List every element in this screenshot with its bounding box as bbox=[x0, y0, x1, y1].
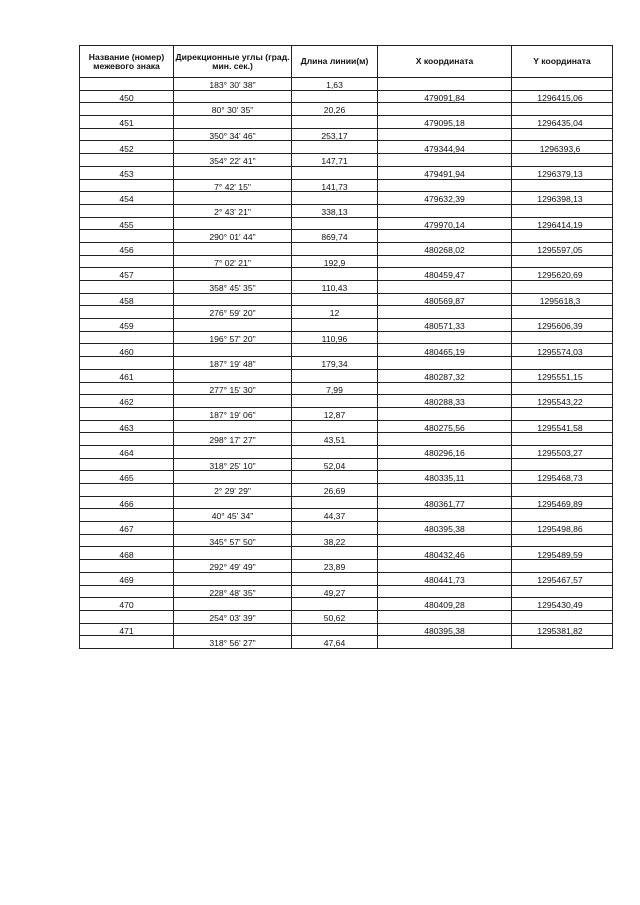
cell-line-length: 253,17 bbox=[292, 128, 378, 141]
cell-line-length bbox=[292, 420, 378, 433]
cell-x-coordinate: 480395,38 bbox=[378, 522, 512, 535]
cell-bearing-angle bbox=[174, 623, 292, 636]
cell-x-coordinate bbox=[378, 509, 512, 522]
cell-line-length: 38,22 bbox=[292, 534, 378, 547]
header-x-coordinate: X координата bbox=[378, 46, 512, 78]
cell-bearing-angle: 318° 25' 10" bbox=[174, 458, 292, 471]
cell-point-name bbox=[80, 357, 174, 370]
cell-bearing-angle bbox=[174, 420, 292, 433]
table-row-point bbox=[80, 166, 613, 179]
table-row-point bbox=[80, 90, 613, 103]
cell-bearing-angle: 2° 29' 29" bbox=[174, 484, 292, 497]
cell-x-coordinate: 480288,33 bbox=[378, 395, 512, 408]
cell-point-name bbox=[80, 433, 174, 446]
cell-bearing-angle bbox=[174, 268, 292, 281]
cell-y-coordinate bbox=[512, 560, 613, 573]
cell-x-coordinate bbox=[378, 331, 512, 344]
cell-line-length bbox=[292, 268, 378, 281]
cell-line-length: 1,63 bbox=[292, 78, 378, 91]
cell-y-coordinate: 1296379,13 bbox=[512, 166, 613, 179]
cell-bearing-angle bbox=[174, 369, 292, 382]
table-row-point bbox=[80, 268, 613, 281]
cell-line-length: 12 bbox=[292, 306, 378, 319]
cell-bearing-angle: 2° 43' 21" bbox=[174, 204, 292, 217]
table-row-point bbox=[80, 496, 613, 509]
cell-line-length bbox=[292, 141, 378, 154]
cell-bearing-angle bbox=[174, 192, 292, 205]
cell-point-name bbox=[80, 204, 174, 217]
cell-y-coordinate: 1295618,3 bbox=[512, 293, 613, 306]
cell-bearing-angle: 318° 56' 27" bbox=[174, 636, 292, 649]
cell-point-name bbox=[80, 179, 174, 192]
cell-point-name: 452 bbox=[80, 141, 174, 154]
table-row-segment bbox=[80, 306, 613, 319]
cell-line-length bbox=[292, 445, 378, 458]
cell-y-coordinate bbox=[512, 585, 613, 598]
cell-bearing-angle: 80° 30' 35" bbox=[174, 103, 292, 116]
cell-point-name: 459 bbox=[80, 319, 174, 332]
cell-x-coordinate bbox=[378, 179, 512, 192]
cell-bearing-angle bbox=[174, 344, 292, 357]
table-row-point bbox=[80, 141, 613, 154]
table-row-segment bbox=[80, 433, 613, 446]
cell-bearing-angle: 290° 01' 44" bbox=[174, 230, 292, 243]
cell-point-name bbox=[80, 636, 174, 649]
table-row-point bbox=[80, 242, 613, 255]
cell-x-coordinate: 479491,94 bbox=[378, 166, 512, 179]
cell-y-coordinate bbox=[512, 306, 613, 319]
cell-bearing-angle bbox=[174, 598, 292, 611]
cell-y-coordinate: 1295543,22 bbox=[512, 395, 613, 408]
cell-line-length: 869,74 bbox=[292, 230, 378, 243]
cell-y-coordinate bbox=[512, 636, 613, 649]
table-row-point bbox=[80, 319, 613, 332]
cell-line-length bbox=[292, 496, 378, 509]
cell-line-length: 179,34 bbox=[292, 357, 378, 370]
cell-x-coordinate: 480268,02 bbox=[378, 242, 512, 255]
cell-x-coordinate: 480465,19 bbox=[378, 344, 512, 357]
table-row-point bbox=[80, 192, 613, 205]
cell-bearing-angle: 196° 57' 20" bbox=[174, 331, 292, 344]
cell-y-coordinate bbox=[512, 458, 613, 471]
cell-bearing-angle bbox=[174, 242, 292, 255]
cell-y-coordinate: 1295503,27 bbox=[512, 445, 613, 458]
table-row-segment bbox=[80, 458, 613, 471]
cell-y-coordinate: 1295467,57 bbox=[512, 572, 613, 585]
cell-point-name bbox=[80, 331, 174, 344]
cell-line-length bbox=[292, 623, 378, 636]
cell-point-name bbox=[80, 509, 174, 522]
cell-point-name bbox=[80, 154, 174, 167]
cell-line-length bbox=[292, 395, 378, 408]
table-row-point bbox=[80, 445, 613, 458]
cell-x-coordinate: 480395,38 bbox=[378, 623, 512, 636]
table-row-point bbox=[80, 471, 613, 484]
table-header-row bbox=[80, 46, 613, 78]
cell-point-name: 458 bbox=[80, 293, 174, 306]
cell-y-coordinate: 1296398,13 bbox=[512, 192, 613, 205]
cell-line-length bbox=[292, 344, 378, 357]
cell-line-length bbox=[292, 192, 378, 205]
cell-x-coordinate bbox=[378, 585, 512, 598]
cell-line-length bbox=[292, 572, 378, 585]
table-row-segment bbox=[80, 230, 613, 243]
cell-point-name bbox=[80, 281, 174, 294]
cell-y-coordinate: 1295541,58 bbox=[512, 420, 613, 433]
cell-y-coordinate bbox=[512, 331, 613, 344]
cell-line-length: 192,9 bbox=[292, 255, 378, 268]
cell-point-name: 451 bbox=[80, 116, 174, 129]
header-y-coordinate: Y координата bbox=[512, 46, 613, 78]
cell-line-length: 141,73 bbox=[292, 179, 378, 192]
table-row-segment bbox=[80, 636, 613, 649]
cell-x-coordinate: 480296,16 bbox=[378, 445, 512, 458]
cell-line-length bbox=[292, 522, 378, 535]
cell-y-coordinate: 1296414,19 bbox=[512, 217, 613, 230]
cell-point-name: 457 bbox=[80, 268, 174, 281]
cell-y-coordinate: 1296435,04 bbox=[512, 116, 613, 129]
cell-bearing-angle bbox=[174, 90, 292, 103]
header-point-name: Название (номер) межевого знака bbox=[80, 46, 174, 78]
cell-y-coordinate bbox=[512, 281, 613, 294]
cell-y-coordinate bbox=[512, 610, 613, 623]
cell-x-coordinate: 480409,28 bbox=[378, 598, 512, 611]
cell-point-name bbox=[80, 610, 174, 623]
cell-y-coordinate bbox=[512, 103, 613, 116]
cell-x-coordinate bbox=[378, 103, 512, 116]
cell-point-name: 455 bbox=[80, 217, 174, 230]
cell-y-coordinate bbox=[512, 128, 613, 141]
cell-x-coordinate bbox=[378, 230, 512, 243]
cell-x-coordinate: 480571,33 bbox=[378, 319, 512, 332]
table-row-point bbox=[80, 293, 613, 306]
table-row-point bbox=[80, 547, 613, 560]
table-row-segment bbox=[80, 255, 613, 268]
cell-line-length: 47,64 bbox=[292, 636, 378, 649]
cell-line-length bbox=[292, 598, 378, 611]
cell-point-name: 464 bbox=[80, 445, 174, 458]
cell-point-name: 453 bbox=[80, 166, 174, 179]
cell-bearing-angle: 298° 17' 27" bbox=[174, 433, 292, 446]
cell-point-name bbox=[80, 484, 174, 497]
cell-line-length: 110,43 bbox=[292, 281, 378, 294]
table-row-segment bbox=[80, 560, 613, 573]
cell-line-length bbox=[292, 242, 378, 255]
cell-y-coordinate: 1295574,03 bbox=[512, 344, 613, 357]
cell-bearing-angle bbox=[174, 522, 292, 535]
cell-x-coordinate bbox=[378, 458, 512, 471]
table-row-segment bbox=[80, 204, 613, 217]
cell-x-coordinate bbox=[378, 357, 512, 370]
cell-point-name bbox=[80, 585, 174, 598]
cell-bearing-angle: 292° 49' 49" bbox=[174, 560, 292, 573]
cell-x-coordinate bbox=[378, 306, 512, 319]
cell-x-coordinate bbox=[378, 255, 512, 268]
cell-x-coordinate: 479095,18 bbox=[378, 116, 512, 129]
cell-line-length: 49,27 bbox=[292, 585, 378, 598]
cell-bearing-angle: 358° 45' 35" bbox=[174, 281, 292, 294]
cell-x-coordinate bbox=[378, 407, 512, 420]
cell-point-name: 466 bbox=[80, 496, 174, 509]
cell-x-coordinate: 480459,47 bbox=[378, 268, 512, 281]
cell-point-name bbox=[80, 78, 174, 91]
cell-bearing-angle: 40° 45' 34" bbox=[174, 509, 292, 522]
cell-y-coordinate bbox=[512, 382, 613, 395]
cell-x-coordinate bbox=[378, 78, 512, 91]
cell-y-coordinate: 1295468,73 bbox=[512, 471, 613, 484]
cell-point-name: 470 bbox=[80, 598, 174, 611]
cell-point-name: 471 bbox=[80, 623, 174, 636]
cell-y-coordinate bbox=[512, 484, 613, 497]
cell-bearing-angle bbox=[174, 395, 292, 408]
cell-point-name bbox=[80, 534, 174, 547]
cell-bearing-angle bbox=[174, 116, 292, 129]
cell-line-length bbox=[292, 116, 378, 129]
cell-bearing-angle: 7° 02' 21" bbox=[174, 255, 292, 268]
cell-point-name bbox=[80, 255, 174, 268]
cell-x-coordinate bbox=[378, 281, 512, 294]
cell-line-length: 52,04 bbox=[292, 458, 378, 471]
cell-y-coordinate: 1295381,82 bbox=[512, 623, 613, 636]
cell-y-coordinate: 1295597,05 bbox=[512, 242, 613, 255]
cell-x-coordinate bbox=[378, 560, 512, 573]
cell-line-length bbox=[292, 166, 378, 179]
cell-y-coordinate bbox=[512, 433, 613, 446]
cell-y-coordinate bbox=[512, 204, 613, 217]
cell-y-coordinate: 1295498,86 bbox=[512, 522, 613, 535]
table-row-segment bbox=[80, 179, 613, 192]
cell-line-length bbox=[292, 217, 378, 230]
table-row-point bbox=[80, 395, 613, 408]
cell-y-coordinate bbox=[512, 509, 613, 522]
header-line-length: Длина линии(м) bbox=[292, 46, 378, 78]
cell-y-coordinate: 1295620,69 bbox=[512, 268, 613, 281]
cell-point-name: 468 bbox=[80, 547, 174, 560]
table-row-segment bbox=[80, 331, 613, 344]
cell-x-coordinate: 479344,94 bbox=[378, 141, 512, 154]
cell-y-coordinate bbox=[512, 357, 613, 370]
cell-point-name bbox=[80, 230, 174, 243]
cell-x-coordinate: 480361,77 bbox=[378, 496, 512, 509]
cell-x-coordinate: 479970,14 bbox=[378, 217, 512, 230]
header-bearing-angle: Дирекционные углы (град. мин. сек.) bbox=[174, 46, 292, 78]
cell-bearing-angle: 254° 03' 39" bbox=[174, 610, 292, 623]
cell-x-coordinate bbox=[378, 382, 512, 395]
table-row-segment bbox=[80, 357, 613, 370]
cell-y-coordinate bbox=[512, 179, 613, 192]
cell-bearing-angle bbox=[174, 319, 292, 332]
cell-y-coordinate bbox=[512, 230, 613, 243]
cell-y-coordinate: 1296415,06 bbox=[512, 90, 613, 103]
cell-y-coordinate bbox=[512, 78, 613, 91]
table-row-segment bbox=[80, 509, 613, 522]
cell-y-coordinate bbox=[512, 154, 613, 167]
cell-x-coordinate bbox=[378, 128, 512, 141]
table-row-segment bbox=[80, 78, 613, 91]
table-row-segment bbox=[80, 585, 613, 598]
cell-x-coordinate bbox=[378, 636, 512, 649]
cell-x-coordinate: 479632,39 bbox=[378, 192, 512, 205]
cell-bearing-angle: 228° 48' 35" bbox=[174, 585, 292, 598]
cell-line-length bbox=[292, 293, 378, 306]
table-row-point bbox=[80, 598, 613, 611]
cell-x-coordinate bbox=[378, 433, 512, 446]
cell-line-length: 7,99 bbox=[292, 382, 378, 395]
cell-point-name bbox=[80, 128, 174, 141]
table-row-segment bbox=[80, 382, 613, 395]
table-row-point bbox=[80, 217, 613, 230]
cell-point-name bbox=[80, 103, 174, 116]
cell-point-name: 460 bbox=[80, 344, 174, 357]
table-row-segment bbox=[80, 281, 613, 294]
cell-line-length bbox=[292, 90, 378, 103]
cell-line-length bbox=[292, 547, 378, 560]
cell-point-name: 461 bbox=[80, 369, 174, 382]
cell-bearing-angle bbox=[174, 166, 292, 179]
table-row-point bbox=[80, 623, 613, 636]
table-row-segment bbox=[80, 154, 613, 167]
cell-line-length: 43,51 bbox=[292, 433, 378, 446]
cell-bearing-angle: 345° 57' 50" bbox=[174, 534, 292, 547]
cell-x-coordinate: 480432,46 bbox=[378, 547, 512, 560]
cell-y-coordinate: 1295469,89 bbox=[512, 496, 613, 509]
cell-point-name: 469 bbox=[80, 572, 174, 585]
table-row-point bbox=[80, 420, 613, 433]
cell-line-length: 110,96 bbox=[292, 331, 378, 344]
document-page bbox=[79, 45, 609, 649]
cell-bearing-angle bbox=[174, 293, 292, 306]
cell-bearing-angle: 354° 22' 41" bbox=[174, 154, 292, 167]
table-row-point bbox=[80, 572, 613, 585]
table-row-point bbox=[80, 116, 613, 129]
cell-y-coordinate: 1295551,15 bbox=[512, 369, 613, 382]
cell-y-coordinate: 1295489,59 bbox=[512, 547, 613, 560]
cell-x-coordinate: 480287,32 bbox=[378, 369, 512, 382]
cell-line-length: 338,13 bbox=[292, 204, 378, 217]
cell-line-length bbox=[292, 319, 378, 332]
cell-point-name bbox=[80, 382, 174, 395]
cell-x-coordinate bbox=[378, 484, 512, 497]
cell-line-length: 50,62 bbox=[292, 610, 378, 623]
cell-y-coordinate bbox=[512, 534, 613, 547]
cell-line-length bbox=[292, 369, 378, 382]
table-row-segment bbox=[80, 484, 613, 497]
cell-x-coordinate: 480335,11 bbox=[378, 471, 512, 484]
cell-bearing-angle: 276° 59' 20" bbox=[174, 306, 292, 319]
cell-x-coordinate bbox=[378, 610, 512, 623]
cell-point-name: 465 bbox=[80, 471, 174, 484]
cell-y-coordinate: 1295430,49 bbox=[512, 598, 613, 611]
cell-bearing-angle: 183° 30' 38" bbox=[174, 78, 292, 91]
table-row-point bbox=[80, 344, 613, 357]
table-row-segment bbox=[80, 407, 613, 420]
table-row-point bbox=[80, 369, 613, 382]
cell-x-coordinate: 480569,87 bbox=[378, 293, 512, 306]
cell-bearing-angle bbox=[174, 496, 292, 509]
table-row-point bbox=[80, 522, 613, 535]
cell-bearing-angle: 7° 42' 15" bbox=[174, 179, 292, 192]
cell-bearing-angle: 187° 19' 06" bbox=[174, 407, 292, 420]
cell-point-name: 467 bbox=[80, 522, 174, 535]
cell-bearing-angle bbox=[174, 471, 292, 484]
cell-line-length: 23,89 bbox=[292, 560, 378, 573]
cell-y-coordinate: 1296393,6 bbox=[512, 141, 613, 154]
cell-point-name: 450 bbox=[80, 90, 174, 103]
table-body bbox=[80, 78, 613, 649]
cell-bearing-angle: 187° 19' 48" bbox=[174, 357, 292, 370]
boundary-points-table bbox=[79, 45, 613, 649]
cell-x-coordinate bbox=[378, 534, 512, 547]
cell-line-length: 44,37 bbox=[292, 509, 378, 522]
table-row-segment bbox=[80, 534, 613, 547]
cell-point-name bbox=[80, 458, 174, 471]
cell-point-name: 463 bbox=[80, 420, 174, 433]
cell-point-name bbox=[80, 560, 174, 573]
cell-point-name bbox=[80, 407, 174, 420]
cell-line-length: 12,87 bbox=[292, 407, 378, 420]
cell-bearing-angle: 277° 15' 30" bbox=[174, 382, 292, 395]
cell-bearing-angle: 350° 34' 46" bbox=[174, 128, 292, 141]
cell-point-name bbox=[80, 306, 174, 319]
cell-bearing-angle bbox=[174, 572, 292, 585]
cell-point-name: 462 bbox=[80, 395, 174, 408]
cell-line-length: 20,26 bbox=[292, 103, 378, 116]
cell-bearing-angle bbox=[174, 547, 292, 560]
cell-x-coordinate: 479091,84 bbox=[378, 90, 512, 103]
cell-x-coordinate bbox=[378, 204, 512, 217]
cell-bearing-angle bbox=[174, 141, 292, 154]
cell-point-name: 454 bbox=[80, 192, 174, 205]
cell-line-length: 26,69 bbox=[292, 484, 378, 497]
cell-bearing-angle bbox=[174, 217, 292, 230]
cell-x-coordinate: 480441,73 bbox=[378, 572, 512, 585]
table-row-segment bbox=[80, 128, 613, 141]
cell-x-coordinate bbox=[378, 154, 512, 167]
cell-line-length bbox=[292, 471, 378, 484]
cell-line-length: 147,71 bbox=[292, 154, 378, 167]
cell-y-coordinate: 1295606,39 bbox=[512, 319, 613, 332]
table-row-segment bbox=[80, 610, 613, 623]
cell-x-coordinate: 480275,56 bbox=[378, 420, 512, 433]
cell-point-name: 456 bbox=[80, 242, 174, 255]
table-row-segment bbox=[80, 103, 613, 116]
cell-bearing-angle bbox=[174, 445, 292, 458]
cell-y-coordinate bbox=[512, 255, 613, 268]
cell-y-coordinate bbox=[512, 407, 613, 420]
